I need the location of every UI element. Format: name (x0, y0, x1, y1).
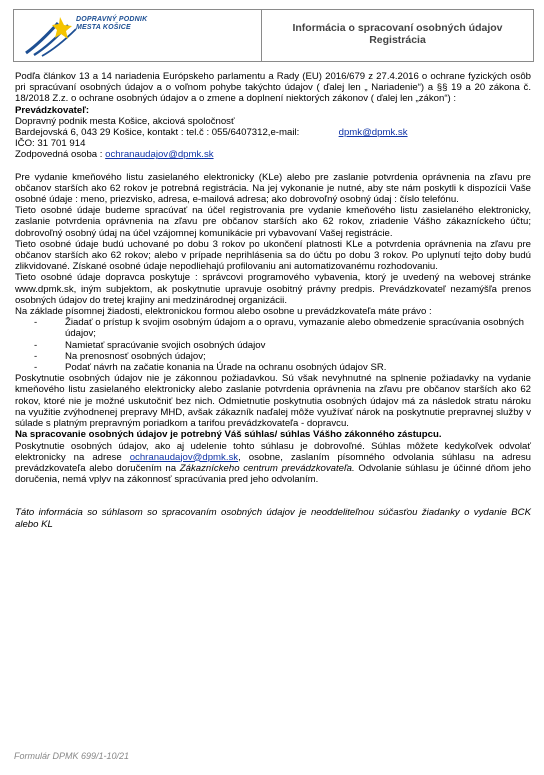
rights-item-text: Na prenosnosť osobných údajov; (65, 350, 206, 362)
document-title (262, 10, 533, 61)
rights-item: - Na prenosnosť osobných údajov; (34, 350, 206, 362)
rights-item-text: Podať návrh na začatie konania na Úrade na ochranu osobných údajov SR. (65, 362, 387, 374)
consent-text-1: Poskytnutie osobných údajov, ako aj udelenie tohto súhlasu je dobrovoľné. Súhlas môžete kedykoľvek odvolať elektronicky na adrese (15, 440, 531, 463)
paragraph-recipients: Tieto osobné údaje dopravca poskytuje : správcovi programového vybavenia, ktorý je uvedený na webovej stránke www.dpmk.sk, iným subjektom, ak poskytnutie upravuje osobitný právny predpis. Prevádzkovateľ nezamýšľa prenos osobných údajov do tretej krajiny ani medzinárodnej organizácii. (15, 272, 531, 306)
title-line-1: Informácia o spracovaní osobných údajov (292, 22, 503, 34)
controller-email-link[interactable]: dpmk@dpmk.sk (338, 127, 408, 139)
rights-item: - Podať návrh na začatie konania na Úrade na ochranu osobných údajov SR. (34, 362, 387, 374)
paragraph-retention: Tieto osobné údaje budú uchované po dobu 3 rokov po ukončení platnosti KLe a potvrdenia oprávnenia na zľavu pre občanov starších ako 62 rokov; alebo v prípade neprihlásenia sa do účtu po dobu 3 rokov. Po uplynutí tejto doby budú zlikvidované. Získané osobné údaje nepodliehajú profilovaniu ani automatizovanému rozhodovaniu. (15, 238, 531, 273)
logo-line-2: MESTA KOŠICE (76, 24, 131, 31)
rights-list (15, 317, 531, 373)
consent-heading: Na spracovanie osobných údajov je potrebný Váš súhlas/ súhlas Vášho zákonného zástupcu. (15, 429, 442, 441)
paragraph-purpose: Tieto osobné údaje budeme spracúvať na účel registrovania pre vydanie kmeňového listu zasielaného elektronicky, zaslanie potvrdenia oprávnenia na zľavu pre občanov starších ako 62 rokov, zriadenie Vášho zákazníckeho účtu; dobrovoľný osobný údaj na účel vzájomnej komunikácie pri vybavovaní Vašej registrácie. (15, 205, 531, 239)
controller-address-text: Bardejovská 6, 043 29 Košice, kontakt : tel.č : 055/6407312,e-mail: (15, 127, 300, 139)
controller-name: Dopravný podnik mesta Košice, akciová spoločnosť (15, 115, 235, 127)
intro-paragraph: Podľa článkov 13 a 14 nariadenia Európskeho parlamentu a Rady (EU) 2016/679 z 27.4.2016 o ochrane fyzických osôb pri spracúvaní osobných údajov a o voľnom pohybe takýchto údajov ( ďalej len „ Nariadenie“) a §§ 19 a 20 zákona č. 18/2018 Z.z. o ochrane osobných údajov a o zmene a doplnení niektorých zákonov ( ďalej len „zákon“) : (15, 71, 531, 105)
controller-ico: IČO: 31 701 914 (15, 138, 86, 150)
document-body (15, 71, 531, 530)
rights-item: - Namietať spracúvanie svojich osobných údajov (34, 339, 266, 351)
title-line-2: Registrácia (369, 34, 426, 46)
controller-address (15, 127, 531, 138)
consent-paragraph (15, 441, 531, 486)
dpo-line (15, 149, 531, 160)
paragraph-obligation: Poskytnutie osobných údajov nie je zákonnou požiadavkou. Sú však nevyhnutné na splnenie požiadavky na vydanie kmeňového listu zasielaného elektronicky alebo zaslanie potvrdenia oprávnenia na zľavu pre občanov starších ako 62 rokov, ktoré nie je možné uskutočniť bez nich. Odmietnutie poskytnutia osobných údajov má za následok stratu nároku na využitie zvýhodnenej prepravy MHD, avšak zákazník naďalej môže využívať nárok na poskytnutie prepravnej služby v súlade s platným prepravným poriadkom a tarifou prevádzkovateľa - dopravcu. (15, 373, 531, 430)
rights-item: - Žiadať o prístup k svojim osobným údajom a o opravu, vymazanie alebo obmedzenie spracúvania osobných údajov; (34, 317, 525, 340)
dpmk-logo-icon (22, 13, 82, 57)
logo-area (14, 10, 262, 61)
dpo-label: Zodpovedná osoba : (15, 149, 103, 161)
paragraph-registration: Pre vydanie kmeňového listu zasielaného elektronicky (KLe) alebo pre zaslanie potvrdenia oprávnenia na zľavu pre občanov starších ako 62 rokov je potrebná registrácia. Na jej vykonanie je nutné, aby ste nám poskytli k dispozícii Vaše osobné údaje : meno, priezvisko, adresa, e-mailová adresa; ako dobrovoľný osobný údaj : číslo telefónu. (15, 171, 531, 206)
logo-wordmark (76, 16, 147, 32)
consent-text-italic: Zákazníckeho centrum prevádzkovateľa. (179, 462, 355, 474)
consent-email-link[interactable]: ochranaudajov@dpmk.sk (129, 451, 239, 463)
paragraph-rights-intro: Na základe písomnej žiadosti, elektronickou formou alebo osobne u prevádzkovateľa máte právo : (15, 306, 432, 318)
consent-text-2: , osobne, zaslaním písomného odvolania súhlasu na adresu prevádzkovateľa alebo doručením na (15, 451, 531, 474)
dpo-email-link[interactable]: ochranaudajov@dpmk.sk (105, 149, 214, 161)
closing-note: Táto informácia so súhlasom so spracovaním osobných údajov je neoddeliteľnou súčasťou žiadanky o vydanie BCK alebo KL (15, 507, 531, 530)
form-footer: Formulár DPMK 699/1-10/21 (14, 751, 130, 761)
controller-heading: Prevádzkovateľ: (15, 104, 90, 116)
document-header (13, 9, 534, 62)
rights-item-text: Namietať spracúvanie svojich osobných údajov (65, 339, 266, 351)
logo-line-1: DOPRAVNÝ PODNIK (76, 16, 148, 23)
rights-item-text: Žiadať o prístup k svojim osobným údajom a o opravu, vymazanie alebo obmedzenie spracúvania osobných údajov; (65, 317, 525, 340)
consent-text-3: Odvolanie súhlasu je účinné dňom jeho doručenia, nemá vplyv na zákonnosť spracúvania pred jeho odvolaním. (15, 462, 531, 486)
